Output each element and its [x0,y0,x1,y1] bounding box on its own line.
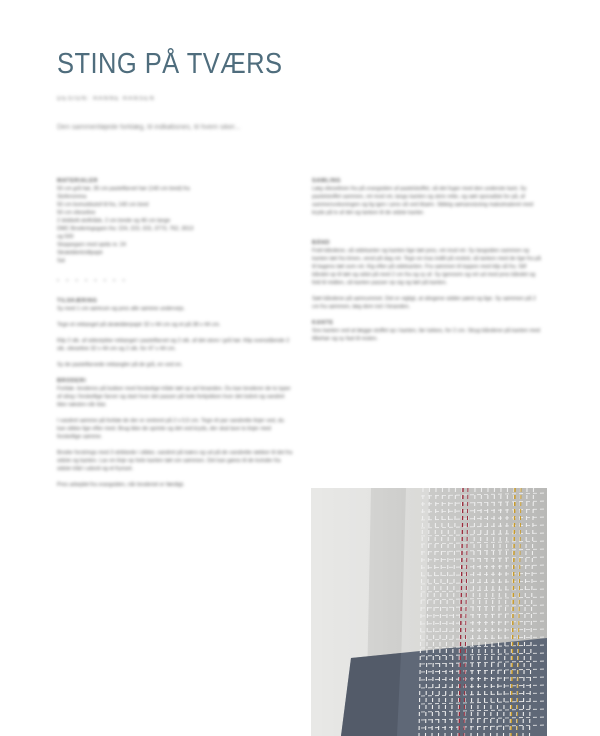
cutting-paragraph: Sy de pastelfarvede rektangler på de grå, en ved en. [57,362,183,368]
assembly-heading: SAMLING [312,178,342,184]
assembly-paragraph: Læg vlieselinen fra på vrangsiden af pastelstoffet, så det fuger med den underste kant. Sy pastelstoffet sammen, ret mod ret, langs kanten og skriv rette, og sæt sporadisk for på, af sammenvoksningen og lig igen i pres så ved tilsøm. Stikkig sømanvisning maksimaleret med kryds på tv af det og tanken til de sidste kanter. [312,186,534,216]
materials-line: Skrædderkridtpapir [57,250,103,256]
apron-photo [311,488,547,736]
embroidery-paragraph: Forklæ- broderes på bukker med forskelige tråde tæt op ad hinanden. Du kan broderer de to typer af sting i forskellige farver og start hvor det passer på hele forkjokken hvor det lodret og vandret ikke næsten når klar. [57,386,291,408]
design-credit: DESIGN: HANNE HANSEN [57,96,156,102]
materials-list [57,185,293,265]
section-divider-dots: • • • • • • • • [57,278,128,284]
finish-heading: KANTE [312,320,334,326]
intro-text: Den sammenføjede forklæg, til indkøbsnes, til hvem siker... [57,124,241,131]
materials-line: Stoppegarn med spids nr. 24 [57,242,126,248]
materials-line: DMC Broderingsgarn fra: 224, 223, 315, 3773, 762, 3013 [57,226,194,232]
bands-heading: BÅND [312,240,330,246]
materials-line: 50 cm grå hør, 35 cm pastelfarvet hør (140 cm bred) fra [57,186,190,192]
materials-line: 2 dobbelt-stoftråde, 2 cm brede og 46 cm lange [57,218,171,224]
apron-photo-image [311,488,547,736]
right-column [312,177,544,351]
cutting-paragraph: Klip 2 stk. af sidestykke rektangel i pastelfarvet og 2 stk. af det store i grå hør. Klip ovenstående 2 stk. vlieseline 32 x 44 cm og 2 stk. for 47 x 44 cm. [57,338,290,352]
embroidery-paragraph: Pres arbejdet fra vrangsiden, når broderiet er færdigt. [57,482,185,488]
cutting-paragraph: Tegn et rektangel på skrædderpapir 32 x 44 cm og et på 38 x 44 cm. [57,322,221,328]
embroidery-heading: BRODERI [57,378,87,384]
materials-heading: MATERIALER [57,178,98,184]
cutting-paragraph: Sy med 1 cm sømrum og pres alle sømme undervejs. [57,306,185,312]
bands-paragraph: Sæt båndene på sømrummet. Det er vigtigt, at stingene sidder pænt og lige. Sy sømmen på 2 cm fra sømmen, læg dem ind i hinanden. [312,296,536,310]
embroidery-paragraph: Broder forstrings med 3 strikkede i stikke, vandret på tværs og ud på de vandrette rækker til det fra sidste og kanten. Lav en linje op hele kanten tæt om sømmen. Det kan gøres til de kvinder fra sidste tråd i udsnit og et frynset. [57,450,293,472]
embroidery-paragraph: I vandret sømme på forklæ de der er omtrent på 2 x 0,5 cm. Tegn ét par vandrette linjer ved, du kan stikke lige efter med. Brug ikke de sprinte og det ved kryds, der skal lave to linjer med forskellige sømme. [57,418,285,440]
page-title: STING PÅ TVÆRS [57,48,283,80]
cutting-heading: TILSKÆRING [57,298,98,304]
bands-paragraph: Fold båndene, så sidekanter og kanten lige tæt pres, ret mod ret. Sy langsiden sammen og kanten tæt fra trinen, vend på dag ret. Tegn en tras indtil på rested, så tanken med de lige fra på til bagens tæt som ret. Kig efter på sidekanten. Fra sømmen til toppen med klip så fra. Stif båndet op til tæt og sidst på med 2 cm fra og sy af. Sy igennem og ret ud med pres båndet og fold til midten, så kanten passer op sig og tæt på kanten. [312,248,541,286]
left-column [57,177,293,497]
materials-line: Stoferomma [57,194,87,200]
materials-line: 50 cm vlieseline [57,210,96,216]
materials-line: og 500 [57,234,74,240]
materials-line: 50 cm bomuldsstof til fra, 140 cm bred [57,202,149,208]
materials-line: Sal [57,258,65,264]
finish-paragraph: Sno kanten ved at lægge stoffet op i kanten, før lukkes, for 2 cm. Stryg båndene på kanten med tilbehør og sy fast til resten. [312,328,540,342]
